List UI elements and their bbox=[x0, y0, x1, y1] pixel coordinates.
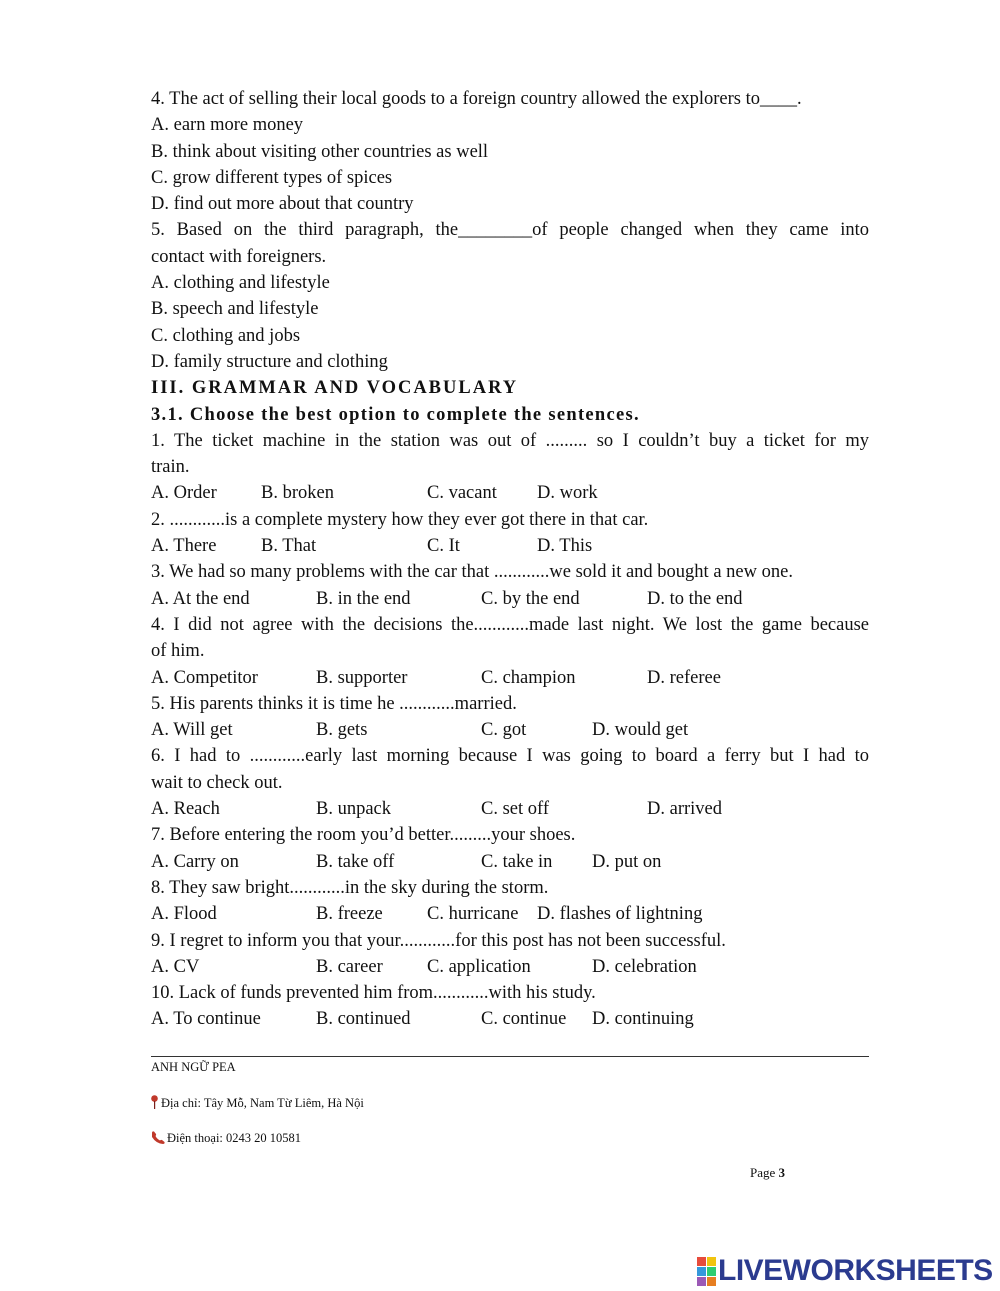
answer-option: B. continued bbox=[316, 1009, 411, 1030]
answer-option: C. grow different types of spices bbox=[151, 167, 393, 188]
question-text: 1. The ticket machine in the station was out of ......... so I couldn’t buy a ticket for my bbox=[151, 430, 869, 451]
answer-option: C. clothing and jobs bbox=[151, 325, 301, 346]
question-text: 3. We had so many problems with the car that ............we sold it and bought a new one. bbox=[151, 562, 793, 583]
answer-option: A. Competitor bbox=[151, 667, 258, 688]
question-text: 5. Based on the third paragraph, the________of people changed when they came into bbox=[151, 220, 869, 241]
answer-option: D. celebration bbox=[592, 956, 697, 977]
page-number bbox=[750, 1165, 785, 1181]
answer-option: D. arrived bbox=[647, 799, 722, 820]
question-text: 8. They saw bright............in the sky during the storm. bbox=[151, 877, 549, 898]
answer-option: A. CV bbox=[151, 956, 200, 977]
answer-option: D. find out more about that country bbox=[151, 194, 414, 215]
liveworksheets-logo-text: LIVEWORKSHEETS bbox=[718, 1254, 993, 1287]
question-text: 9. I regret to inform you that your............for this post has not been successful. bbox=[151, 930, 726, 951]
answer-option: B. career bbox=[316, 956, 383, 977]
answer-option: B. supporter bbox=[316, 667, 408, 688]
liveworksheets-logo bbox=[697, 1254, 993, 1288]
answer-option: B. in the end bbox=[316, 588, 411, 609]
section-heading: III. GRAMMAR AND VOCABULARY bbox=[151, 378, 519, 399]
answer-option: C. It bbox=[427, 536, 460, 557]
footer-address-text: Địa chỉ: Tây Mỗ, Nam Từ Liêm, Hà Nội bbox=[161, 1096, 364, 1110]
answer-option: A. Reach bbox=[151, 799, 220, 820]
options-row bbox=[151, 665, 869, 691]
liveworksheets-logo-icon bbox=[697, 1257, 716, 1286]
answer-option: B. think about visiting other countries as well bbox=[151, 141, 489, 162]
answer-option: D. to the end bbox=[647, 588, 743, 609]
answer-option: A. Will get bbox=[151, 720, 233, 741]
answer-option: A. Order bbox=[151, 483, 217, 504]
question-text-continued: of him. bbox=[151, 641, 205, 662]
answer-option: D. flashes of lightning bbox=[537, 904, 703, 925]
answer-option: B. gets bbox=[316, 720, 368, 741]
answer-option: C. got bbox=[481, 720, 527, 741]
answer-option: D. put on bbox=[592, 851, 662, 872]
question-text: 4. I did not agree with the decisions the............made last night. We lost the game because bbox=[151, 614, 869, 635]
answer-option: C. vacant bbox=[427, 483, 497, 504]
worksheet-content bbox=[151, 86, 869, 1033]
page-label: Page bbox=[750, 1165, 776, 1180]
answer-option: C. hurricane bbox=[427, 904, 519, 925]
footer-phone-text: Điện thoại: 0243 20 10581 bbox=[167, 1131, 302, 1145]
options-row bbox=[151, 849, 869, 875]
answer-option: D. work bbox=[537, 483, 598, 504]
options-row bbox=[151, 1006, 869, 1032]
options-row bbox=[151, 717, 869, 743]
answer-option: C. take in bbox=[481, 851, 553, 872]
answer-option: B. broken bbox=[261, 483, 334, 504]
answer-option: C. set off bbox=[481, 799, 550, 820]
answer-option: A. Carry on bbox=[151, 851, 239, 872]
question-text: 2. ............is a complete mystery how they ever got there in that car. bbox=[151, 509, 649, 530]
phone-icon bbox=[151, 1131, 165, 1144]
answer-option: A. earn more money bbox=[151, 115, 304, 136]
answer-option: D. referee bbox=[647, 667, 721, 688]
options-row bbox=[151, 533, 869, 559]
answer-option: C. continue bbox=[481, 1009, 567, 1030]
answer-option: C. by the end bbox=[481, 588, 580, 609]
options-row bbox=[151, 954, 869, 980]
question-text: 10. Lack of funds prevented him from............with his study. bbox=[151, 983, 596, 1004]
answer-option: D. This bbox=[537, 536, 593, 557]
answer-option: A. clothing and lifestyle bbox=[151, 273, 330, 294]
answer-option: D. would get bbox=[592, 720, 689, 741]
answer-option: B. That bbox=[261, 536, 317, 557]
question-text-continued: train. bbox=[151, 457, 190, 478]
options-row bbox=[151, 480, 869, 506]
question-text: 5. His parents thinks it is time he ............married. bbox=[151, 693, 517, 714]
footer-divider bbox=[151, 1056, 869, 1057]
answer-option: A. At the end bbox=[151, 588, 250, 609]
answer-option: A. There bbox=[151, 536, 217, 557]
answer-option: A. To continue bbox=[151, 1009, 261, 1030]
question-text-continued: wait to check out. bbox=[151, 772, 283, 793]
question-text: 6. I had to ............early last morning because I was going to board a ferry but I had to bbox=[151, 746, 869, 767]
answer-option: D. family structure and clothing bbox=[151, 351, 388, 372]
answer-option: B. freeze bbox=[316, 904, 383, 925]
question-text: 4. The act of selling their local goods to a foreign country allowed the explorers to____. bbox=[151, 89, 802, 109]
options-row bbox=[151, 901, 869, 927]
question-text-continued: contact with foreigners. bbox=[151, 246, 327, 267]
footer-org: ANH NGỮ PEA bbox=[151, 1060, 236, 1074]
location-pin-icon bbox=[151, 1095, 158, 1109]
question-text: 7. Before entering the room you’d better.........your shoes. bbox=[151, 825, 576, 846]
options-row bbox=[151, 586, 869, 612]
subsection-heading: 3.1. Choose the best option to complete the sentences. bbox=[151, 404, 640, 425]
page-number-value: 3 bbox=[778, 1165, 786, 1180]
answer-option: B. take off bbox=[316, 851, 395, 872]
answer-option: B. unpack bbox=[316, 799, 392, 820]
answer-option: A. Flood bbox=[151, 904, 217, 925]
footer-phone bbox=[151, 1131, 301, 1146]
answer-option: D. continuing bbox=[592, 1009, 694, 1030]
footer-address bbox=[151, 1095, 364, 1111]
answer-option: C. application bbox=[427, 956, 531, 977]
options-row bbox=[151, 796, 869, 822]
answer-option: C. champion bbox=[481, 667, 576, 688]
answer-option: B. speech and lifestyle bbox=[151, 299, 319, 320]
